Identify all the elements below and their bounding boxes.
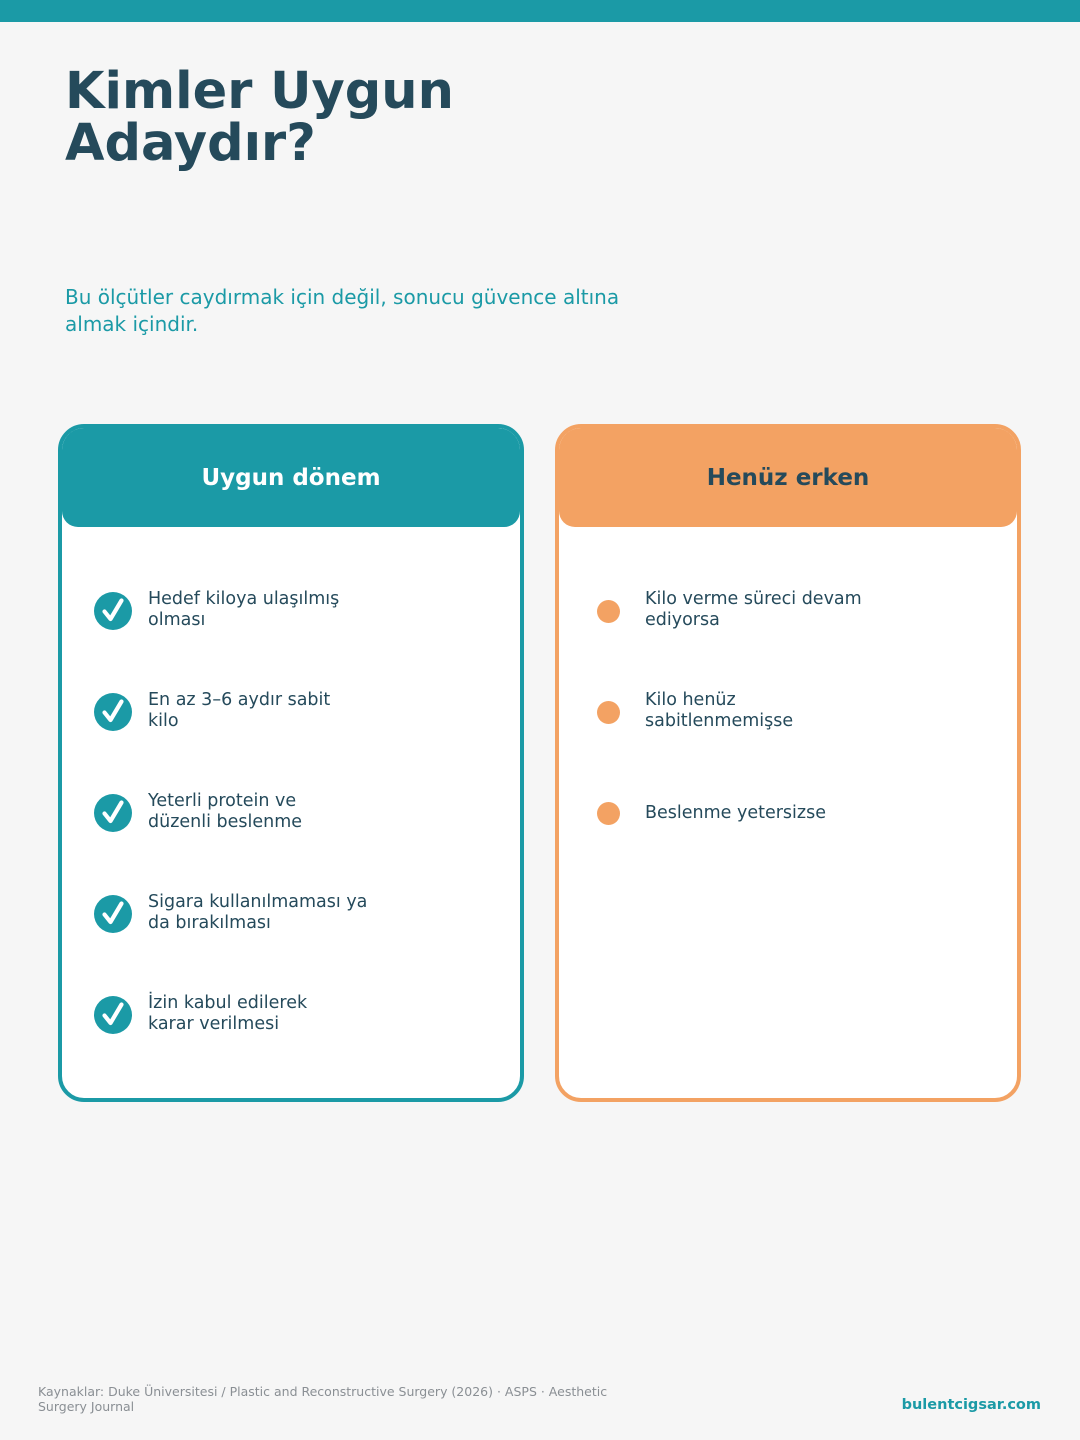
too-early-item-text — [645, 803, 915, 824]
item-text-line: Yeterli protein ve — [148, 791, 297, 811]
page-title-line: Kimler Uygun — [65, 62, 454, 121]
page-subtitle-line: almak içindir. — [65, 312, 199, 336]
item-text-line: Beslenme yetersizse — [645, 803, 826, 823]
too-early-list-item — [559, 783, 1017, 843]
website-label: bulentcigsar.com — [901, 1397, 1041, 1413]
suitable-list-item — [62, 581, 520, 641]
too-early-card-header — [559, 428, 1017, 527]
item-text-line: Kilo verme süreci devam — [645, 589, 862, 609]
item-text-line: İzin kabul edilerek — [148, 993, 308, 1013]
dot-icon — [597, 802, 620, 825]
page-subtitle — [65, 284, 705, 338]
check-circle-icon — [94, 895, 132, 933]
dot-icon — [597, 701, 620, 724]
check-circle-icon — [94, 996, 132, 1034]
item-text-line: sabitlenmemişse — [645, 711, 794, 731]
item-text-line: kilo — [148, 711, 179, 731]
suitable-item-text — [148, 589, 418, 631]
item-text-line: Hedef kiloya ulaşılmış — [148, 589, 340, 609]
suitable-list-item — [62, 783, 520, 843]
too-early-card — [555, 424, 1021, 1102]
item-text-line: En az 3–6 aydır sabit — [148, 690, 331, 710]
suitable-item-text — [148, 690, 418, 732]
item-text-line: düzenli beslenme — [148, 812, 303, 832]
item-text-line: karar verilmesi — [148, 1014, 280, 1034]
suitable-item-text — [148, 993, 418, 1035]
item-text-line: Kilo henüz — [645, 690, 736, 710]
suitable-card-header — [62, 428, 520, 527]
dot-icon — [597, 600, 620, 623]
too-early-item-text — [645, 690, 915, 732]
check-circle-icon — [94, 794, 132, 832]
sources-line: Kaynaklar: Duke Üniversitesi / Plastic and Reconstructive Surgery (2026) · ASPS · Aesthetic — [38, 1384, 608, 1399]
sources-footnote — [38, 1384, 638, 1414]
suitable-list-item — [62, 985, 520, 1045]
too-early-list-item — [559, 581, 1017, 641]
suitable-list-item — [62, 884, 520, 944]
sources-line: Surgery Journal — [38, 1399, 135, 1414]
too-early-list-item — [559, 682, 1017, 742]
check-circle-icon — [94, 693, 132, 731]
suitable-card — [58, 424, 524, 1102]
item-text-line: Sigara kullanılmaması ya — [148, 892, 368, 912]
item-text-line: olması — [148, 610, 206, 630]
suitable-list-item — [62, 682, 520, 742]
page-title-line: Adaydır? — [65, 114, 316, 173]
suitable-card-title: Uygun dönem — [201, 464, 381, 491]
suitable-item-text — [148, 791, 418, 833]
page-title — [65, 62, 585, 173]
top-accent-bar — [0, 0, 1080, 22]
check-circle-icon — [94, 592, 132, 630]
suitable-item-text — [148, 892, 418, 934]
item-text-line: da bırakılması — [148, 913, 271, 933]
too-early-item-text — [645, 589, 915, 631]
page-subtitle-line: Bu ölçütler caydırmak için değil, sonucu güvence altına — [65, 285, 620, 309]
too-early-card-title: Henüz erken — [706, 464, 870, 491]
item-text-line: ediyorsa — [645, 610, 720, 630]
